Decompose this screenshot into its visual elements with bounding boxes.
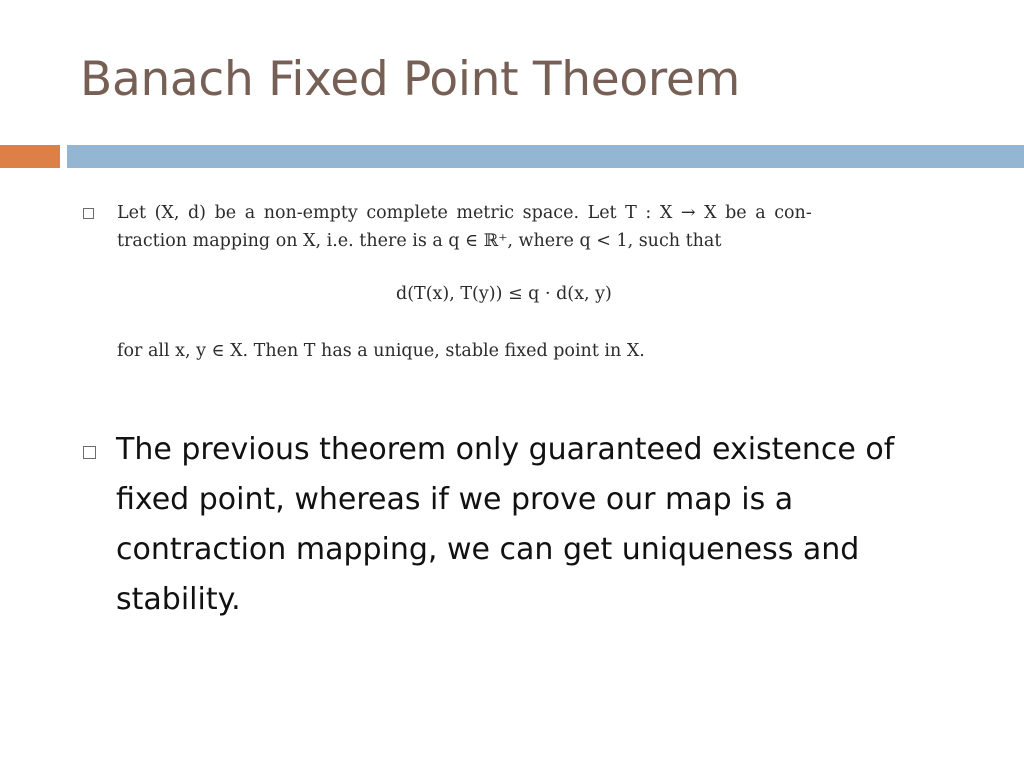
- theorem-line: traction mapping on X, i.e. there is a q ∈ ℝ⁺, where q < 1, such that: [117, 231, 722, 251]
- accent-bar-blue: [67, 145, 1024, 168]
- bullet-text-line: fixed point, whereas if we prove our map is a: [116, 482, 794, 517]
- square-bullet-icon: [83, 208, 94, 219]
- accent-bar-orange: [0, 145, 60, 168]
- square-bullet-icon: [83, 446, 96, 459]
- bullet-text-line: contraction mapping, we can get uniqueness and: [116, 532, 860, 567]
- bullet-text-line: stability.: [116, 582, 241, 617]
- slide-title: Banach Fixed Point Theorem: [80, 52, 740, 107]
- theorem-equation: d(T(x), T(y)) ≤ q · d(x, y): [396, 284, 612, 304]
- bullet-text: [116, 425, 976, 625]
- bullet-text-line: The previous theorem only guaranteed existence of: [116, 432, 895, 467]
- theorem-line: for all x, y ∈ X. Then T has a unique, stable fixed point in X.: [117, 341, 645, 361]
- theorem-line: Let (X, d) be a non-empty complete metric space. Let T : X → X be a con-: [117, 203, 812, 223]
